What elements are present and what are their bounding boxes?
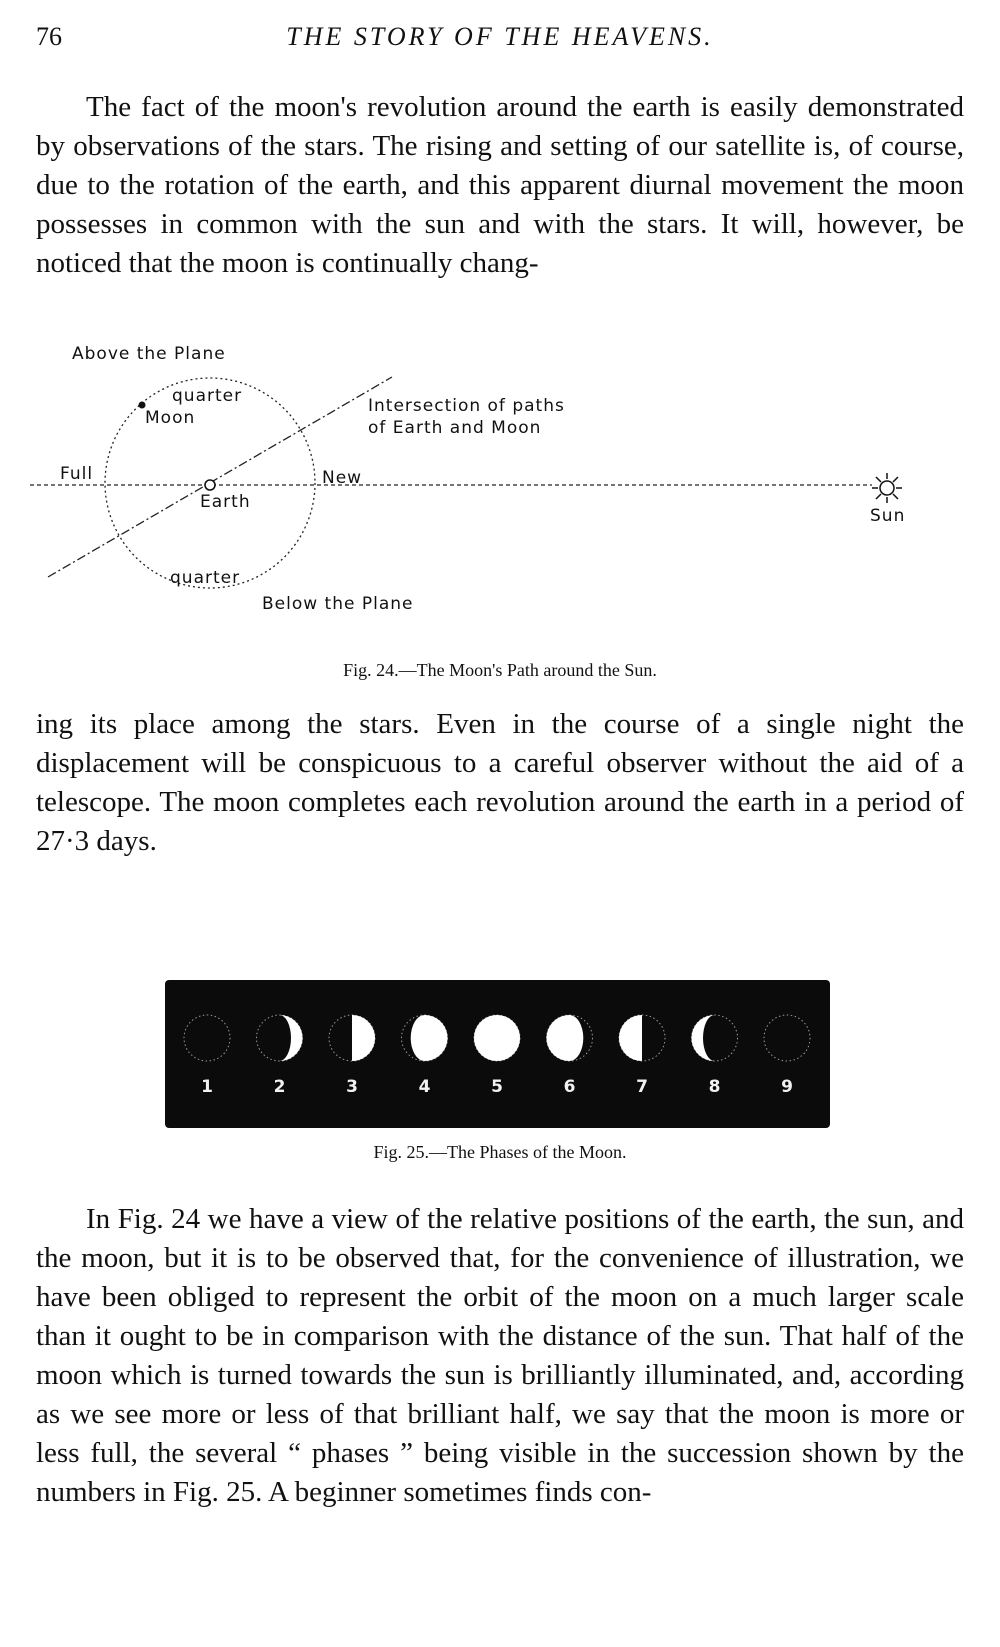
phase-number-4: 4 [418,1077,431,1097]
moon-phase-2 [257,1015,303,1097]
moon-phase-5 [474,1015,520,1097]
paragraph-1: The fact of the moon's revolution around the earth is easily demonstrated by observations of the stars. The rising and setting of our satellite is, of course, due to the rotation of the earth, and this apparent diurnal movement the moon possesses in common with the sun and with the stars. It will, however, be noticed that the moon is continually chang- [36,91,964,279]
moon-phase-3 [329,1015,375,1097]
page-header [36,22,964,62]
page-number: 76 [36,22,62,51]
paragraph-2: ing its place among the stars. Even in the course of a single night the displacement will be conspicuous to a careful observer without the aid of a telescope. The moon completes each revolution around the earth in a period of 27·3 days. [36,708,964,857]
moon-phase-7 [619,1015,665,1097]
phase-number-1: 1 [201,1077,213,1097]
phase-number-8: 8 [708,1077,721,1097]
earth-marker [205,480,215,490]
sun-symbol [872,473,902,503]
figure-25-caption: Fig. 25.—The Phases of the Moon. [373,1142,627,1162]
moon-phase-8 [692,1015,738,1097]
label-quarter-bottom: quarter [170,568,241,588]
label-below-plane: Below the Plane [262,594,414,614]
label-intersection-1: Intersection of paths [368,396,565,416]
moon-phase-6 [547,1015,593,1097]
phase-number-2: 2 [273,1077,286,1097]
phase-number-9: 9 [781,1077,793,1097]
phase-number-7: 7 [636,1077,648,1097]
figure-25-moon-phases [165,980,830,1128]
phases-strip [165,980,830,1128]
moon-phase-9 [764,1015,810,1097]
moon-phase-1 [184,1015,230,1097]
figure-24-moon-path-diagram [30,344,975,655]
label-new: New [322,468,363,488]
label-quarter-top: quarter [172,386,243,406]
phase-number-5: 5 [491,1077,503,1097]
label-full: Full [60,464,94,484]
figure-24-caption: Fig. 24.—The Moon's Path around the Sun. [343,660,657,680]
label-earth: Earth [200,492,251,512]
running-title: THE STORY OF THE HEAVENS. [286,22,714,51]
phase-number-3: 3 [346,1077,358,1097]
phase-number-6: 6 [563,1077,576,1097]
label-above-plane: Above the Plane [72,344,226,364]
label-intersection-2: of Earth and Moon [368,418,542,438]
label-moon: Moon [145,408,196,428]
moon-phase-4 [402,1015,448,1097]
label-sun: Sun [870,506,906,526]
paragraph-3: In Fig. 24 we have a view of the relative positions of the earth, the sun, and the moon, but it is to be observed that, for the convenience of illustration, we have been obliged to represent the orbit of the moon on a much larger scale than it ought to be in comparison with the distance of the sun. That half of the moon which is turned towards the sun is brilliantly illuminated, and, according as we see more or less of that brilliant half, we say that the moon is more or less full, the several “ phases ” being visible in the succession shown by the numbers in Fig. 25. A beginner sometimes finds con- [36,1203,964,1508]
